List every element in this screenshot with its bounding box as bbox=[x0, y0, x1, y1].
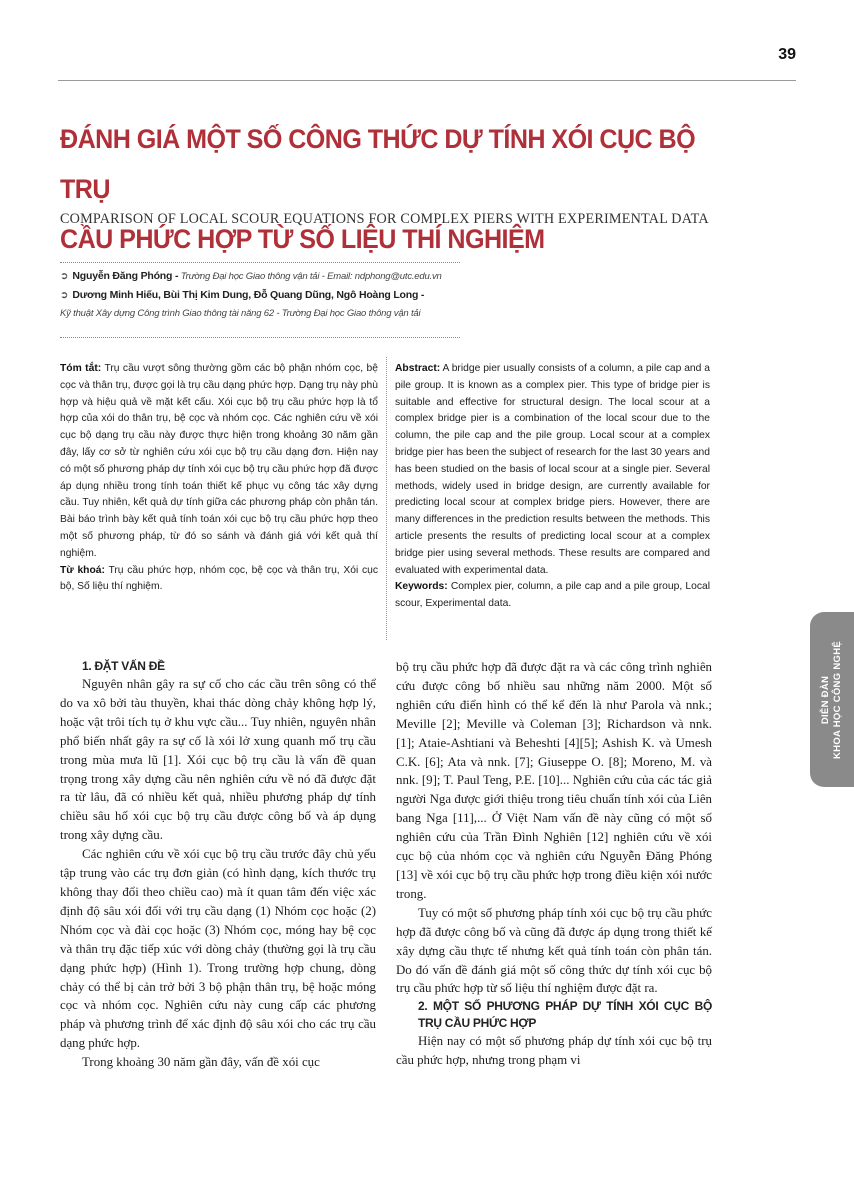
english-title: COMPARISON OF LOCAL SCOUR EQUATIONS FOR COMPLEX PIERS WITH EXPERIMENTAL DATA bbox=[60, 211, 709, 227]
arrow-icon: ➲ bbox=[60, 271, 69, 282]
section-heading: 2. MỘT SỐ PHƯƠNG PHÁP DỰ TÍNH XÓI CỤC BỘ TRỤ CẦU PHỨC HỢP bbox=[418, 999, 712, 1031]
page-number: 39 bbox=[778, 46, 796, 63]
author-divider-top bbox=[60, 262, 460, 263]
abstract-vietnamese bbox=[60, 361, 378, 596]
author-name: Nguyễn Đăng Phóng - bbox=[72, 270, 179, 282]
abstract-label: Abstract: bbox=[395, 363, 441, 374]
side-tab-label: DIỄN ĐÀN bbox=[820, 675, 831, 724]
arrow-icon: ➲ bbox=[60, 290, 69, 301]
author-block bbox=[60, 267, 480, 323]
article-title bbox=[60, 114, 730, 264]
title-line: ĐÁNH GIÁ MỘT SỐ CÔNG THỨC DỰ TÍNH XÓI CỤC BỘ TRỤ bbox=[60, 124, 696, 204]
paragraph: Hiện nay có một số phương pháp dự tính xói cục bộ trụ cầu phức hợp, nhưng trong phạm vi bbox=[396, 1034, 712, 1068]
paragraph: Nguyên nhân gây ra sự cố cho các cầu trên sông có thể do va xô bởi tàu thuyền, khai thác dòng chảy không hợp lý, hoặc vật trôi tích tụ ở khu vực cầu... Tuy nhiên, nguyên nhân phổ biến nhất gây ra sự cố là xói lở xung quanh mố trụ cầu trong mùa mưa lũ [1]. Xói cục bộ trụ cầu là vấn đề quan trọng trong xây dựng cầu nên nghiên cứu về nó đã được đặt ra từ lâu, đã có nhiều kết quả, nhiều phương pháp dự tính chiều sâu hố xói cục bộ trụ cầu được công bố và áp dụng trong xây dựng cầu. bbox=[60, 677, 376, 843]
paragraph: bộ trụ cầu phức hợp đã được đặt ra và các công trình nghiên cứu được công bố nhiều sau những năm 2000. Một số nghiên cứu điển hình có thể kể đến là như Parola và nnk.; Meville [2]; Meville và Coleman [3]; Richardson và nnk. [1]; Ataie-Ashtiani và Beheshti [4][5]; Ashish K. và Umesh C.K. [6]; Ata và nnk. [7]; Giuseppe O. [8]; Moreno, M. và nnk. [9]; T. Paul Teng, P.E. [10]... Nghiên cứu của các tác giả người Nga được giới thiệu trong tiêu chuẩn tính xói của Liên bang Nga [11],... Ở Việt Nam vấn đề này cũng có một số nghiên cứu của Trần Đình Nghiên [12] nghiên cứu về xói cục bộ của nhóm cọc và nghiên cứu Nguyễn Đăng Phóng [13] về xói cục bộ trụ cầu phức hợp trong điều kiện xói nước trong. bbox=[396, 660, 712, 901]
paragraph: Trong khoảng 30 năm gần đây, vấn đề xói cục bbox=[82, 1055, 320, 1070]
body-column-right bbox=[396, 658, 712, 1070]
author-affiliation: Kỹ thuật Xây dựng Công trình Giao thông tài năng 62 - Trường Đại học Giao thông vận tải bbox=[60, 308, 421, 319]
body-column-left bbox=[60, 658, 376, 1072]
side-tab-label: KHOA HỌC CÔNG NGHỆ bbox=[832, 640, 843, 759]
section-side-tab bbox=[810, 612, 854, 787]
title-line: CẦU PHỨC HỢP TỪ SỐ LIỆU THÍ NGHIỆM bbox=[60, 224, 545, 254]
abstract-english bbox=[395, 361, 710, 613]
keywords-text: Trụ cầu phức hợp, nhóm cọc, bệ cọc và thân trụ, Xói cục bộ, Số liệu thí nghiệm. bbox=[60, 564, 378, 593]
keywords-label: Keywords: bbox=[395, 581, 448, 593]
abstract-text: Trụ cầu vượt sông thường gồm các bộ phận nhóm cọc, bệ cọc và thân trụ, được gọi là trụ cầu dạng phức hợp. Dạng trụ này phù hợp và hiệu quả về mặt kết cấu. Xói cục bộ trụ cầu phức hợp là tổ hợp của xói do thân trụ, bệ cọc và nhóm cọc. Các nghiên cứu về xói cục bộ dạng trụ cầu này được thực hiện trong khoảng 30 năm gần đây, lấy cơ sở từ nghiên cứu xói cục bộ trụ cầu dạng đơn. Hiện nay có một số phương pháp dự tính xói cục bộ trụ cầu phức hợp đã được áp dụng nhiều trong tính toán thiết kế phục vụ công tác xây dựng cầu. Tuy nhiên, kết quả dự tính giữa các phương pháp còn phân tán. Bài báo trình bày kết quả tính toán xói cục bộ trụ cầu phức hợp theo một số phương pháp, từ đó so sánh và đánh giá với kết quả thí nghiệm. bbox=[60, 363, 379, 559]
abstract-text: A bridge pier usually consists of a column, a pile cap and a pile group. It is known as a complex pier. This type of bridge pier is suitable and effective for structural design. The local scour at a complex bridge pier is a combination of the local scour due to the column, the pile cap and the pile group. Local scour at a complex bridge pier has been the subject of research for the last 30 years and has been studied on the basis of local scour at a single pier. Several methods, widely used in bridge design, are currently available for predicting local scour at complex bridge piers. However, there are many differences in the prediction results between the methods. This article presents the results of predicting local scour at a complex bridge pier using several methods. These results are compared and evaluated with experimental data. bbox=[395, 363, 710, 576]
author-divider-bottom bbox=[60, 337, 460, 338]
author-affiliation: Trường Đại học Giao thông vận tải - Email: ndphong@utc.edu.vn bbox=[178, 271, 442, 282]
paragraph: Tuy có một số phương pháp tính xói cục bộ trụ cầu phức hợp đã được công bố và cũng đã được áp dụng trong thiết kế xây dựng cầu thực tế nhưng kết quả tính toán còn phân tán. Do đó vấn đề đánh giá một số công thức dự tính xói cục bộ trụ cầu phức hợp từ số liệu thí nghiệm được đặt ra. bbox=[396, 905, 712, 996]
author-names: Dương Minh Hiếu, Bùi Thị Kim Dung, Đỗ Quang Dũng, Ngô Hoàng Long - bbox=[72, 289, 425, 301]
column-divider bbox=[386, 357, 387, 640]
section-heading: 1. ĐẶT VẤN ĐỀ bbox=[82, 659, 165, 673]
abstract-label: Tóm tắt: bbox=[60, 363, 102, 374]
header-rule bbox=[58, 80, 796, 81]
paragraph: Các nghiên cứu về xói cục bộ trụ cầu trước đây chủ yếu tập trung vào các trụ đơn giản (có hình dạng, kích thước trụ không thay đổi theo chiều cao) mà ít quan tâm đến việc xác định độ sâu xói đối với trụ cầu dạng (1) Nhóm cọc hoặc (2) Nhóm cọc và đài cọc hoặc (3) Nhóm cọc, móng hay bệ cọc và thân trụ đặc tiếp xúc với dòng chảy (thường gọi là trụ cầu dạng phức hợp) (Hình 1). Trong trường hợp chung, dòng chảy có thể bị cản trở bởi 3 bộ phận thân trụ, bệ hoặc móng cọc và nhóm cọc. Nghiên cứu này cung cấp các phương pháp và phương trình để xác định độ sâu xói cho các trụ cầu dạng phức hợp. bbox=[60, 847, 376, 1051]
keywords-label: Từ khoá: bbox=[60, 564, 105, 576]
keywords-text: Complex pier, column, a pile cap and a pile group, Local scour, Experimental data. bbox=[395, 581, 710, 610]
